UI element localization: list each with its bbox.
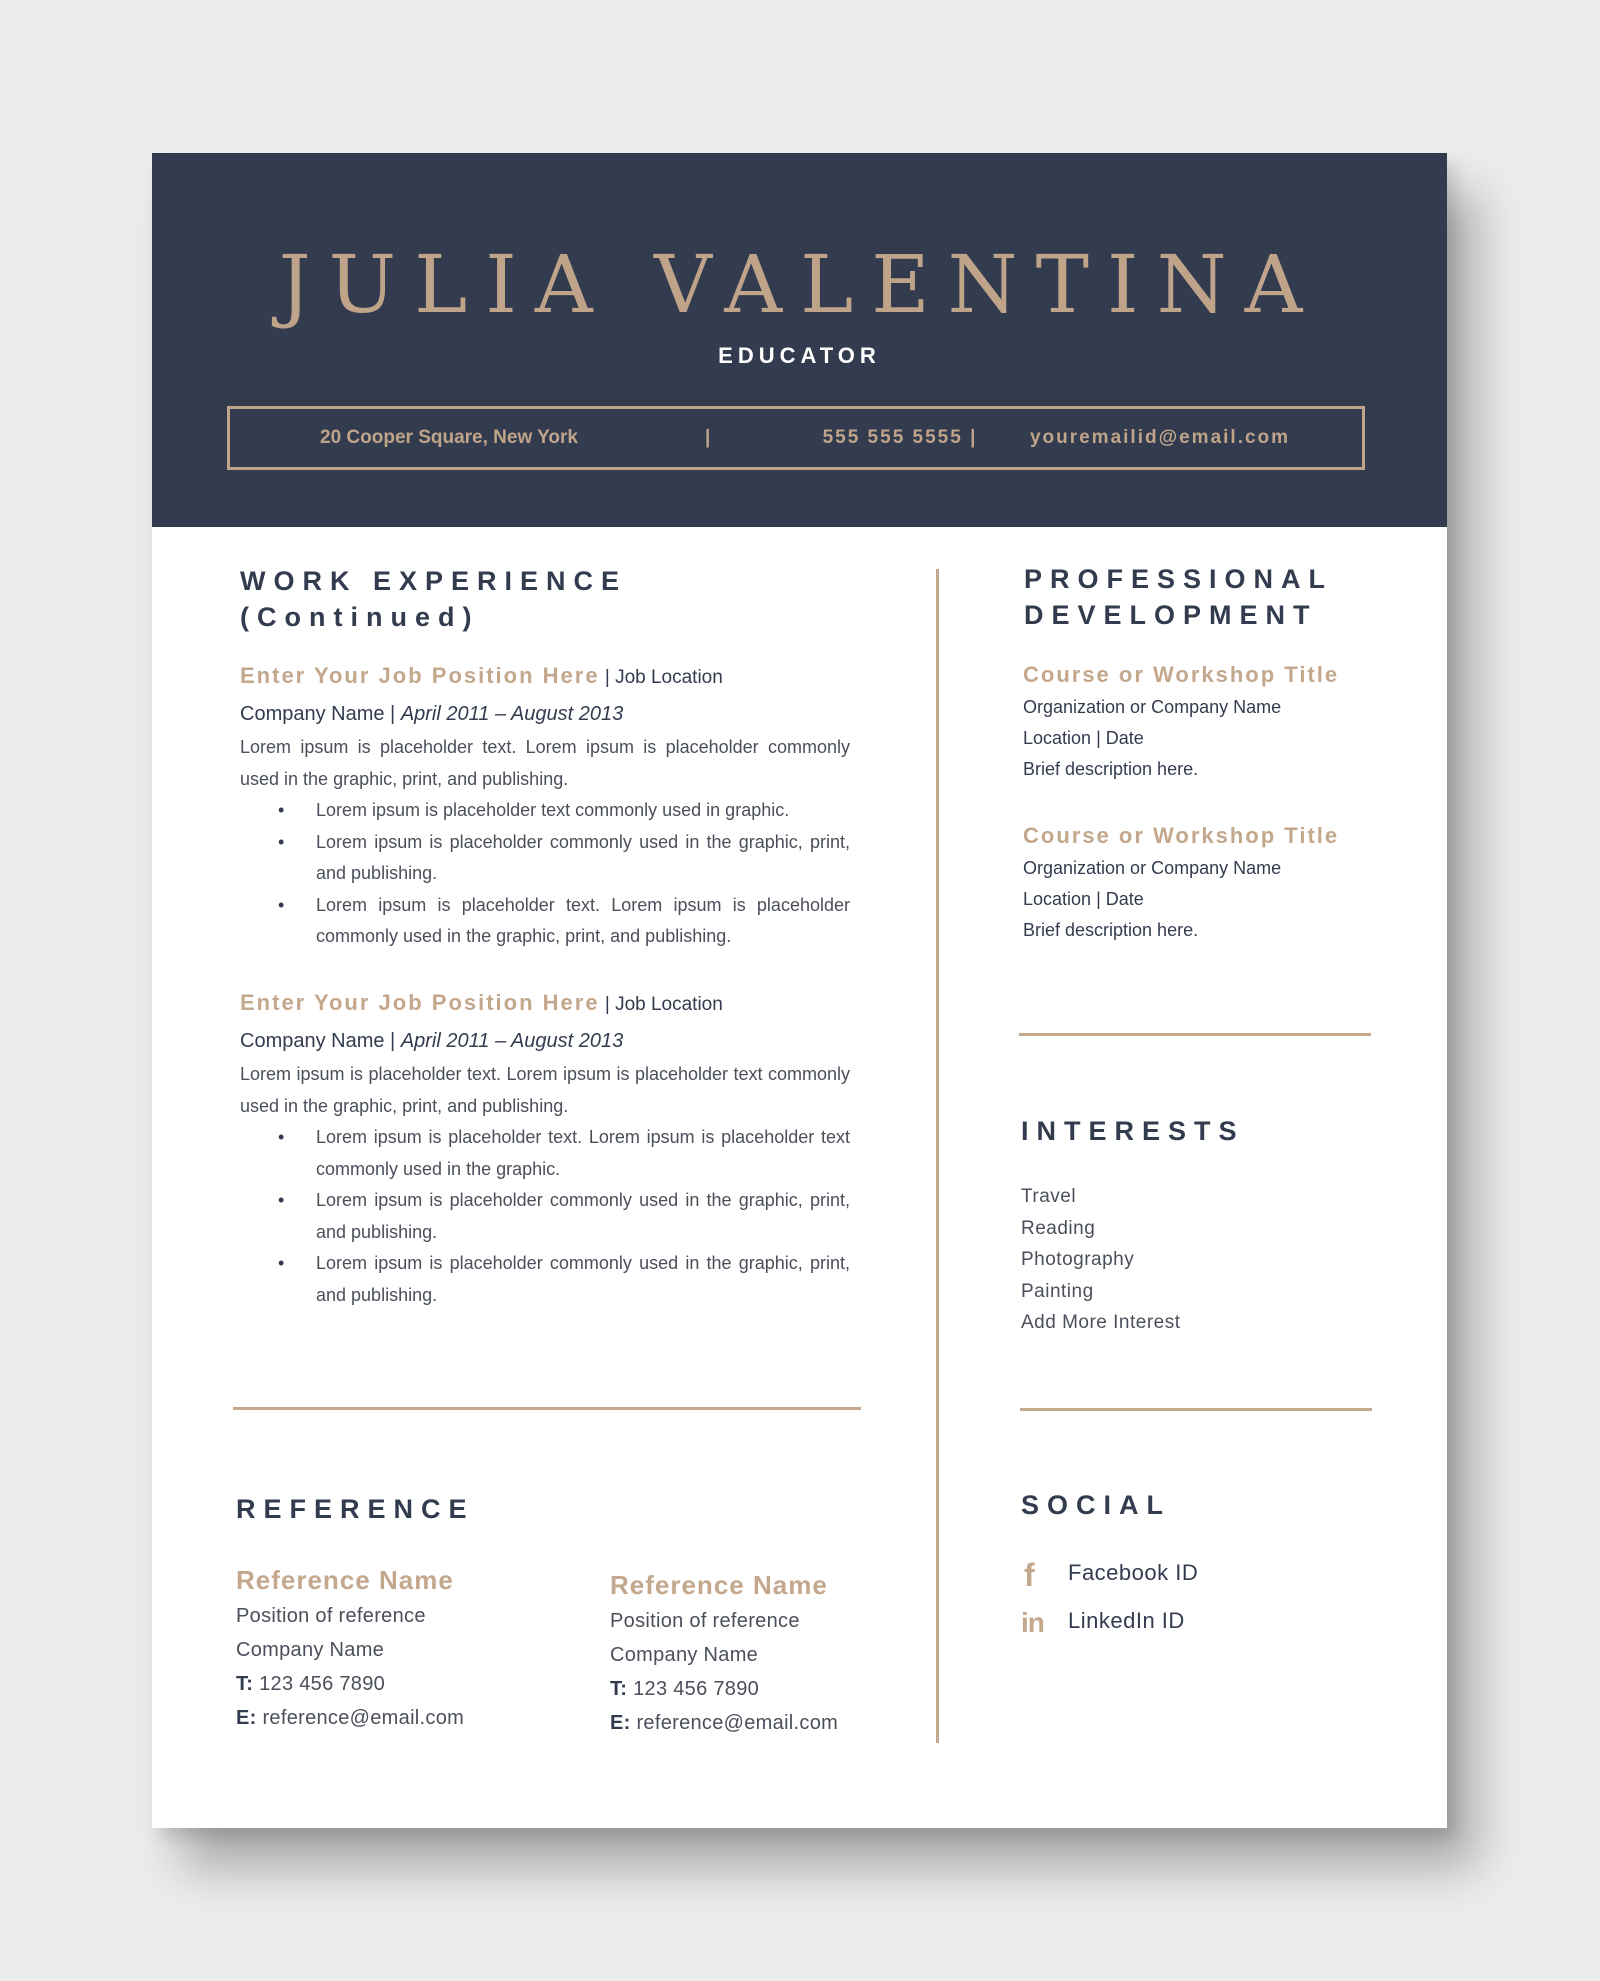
course-separator: | [1091, 889, 1106, 909]
reference-name: Reference Name [236, 1565, 454, 1595]
reference-name: Reference Name [610, 1570, 828, 1600]
job-location: | Job Location [599, 994, 723, 1015]
contact-phone: 555 555 5555 | [822, 427, 978, 448]
contact-separator: | [705, 427, 711, 448]
reference-entry [236, 1561, 464, 1735]
contact-bar [227, 406, 1365, 470]
social-title: SOCIAL [1021, 1490, 1172, 1520]
job-position: Enter Your Job Position Here [240, 663, 600, 688]
email-label: E: [610, 1712, 631, 1734]
course-organization: Organization or Company Name [1023, 697, 1282, 717]
course-separator: | [1091, 728, 1106, 748]
reference-company: Company Name [610, 1644, 759, 1666]
job-heading [240, 658, 850, 696]
reference-phone-line [236, 1667, 464, 1701]
job-company-line [240, 1023, 850, 1059]
contact-email: youremailid@email.com [1029, 427, 1291, 448]
course-date: Date [1105, 728, 1144, 748]
reference-position: Position of reference [610, 1610, 800, 1632]
job-heading [240, 985, 850, 1023]
list-item: • Lorem ipsum is placeholder commonly used in the graphic, print, and publishing. [316, 1248, 850, 1311]
job-description: Lorem ipsum is placeholder text. Lorem ipsum is placeholder text commonly used in the graphic, print, and publishing. [240, 1064, 850, 1116]
facebook-icon: f [1024, 1557, 1035, 1593]
job-description: Lorem ipsum is placeholder text. Lorem ipsum is placeholder commonly used in the graphic, print, and publishing. [240, 737, 850, 789]
resume-header [152, 153, 1447, 527]
candidate-name: JULIA VALENTINA [278, 238, 1321, 331]
candidate-role: EDUCATOR [718, 343, 881, 368]
work-experience-title: WORK EXPERIENCE (Continued) [240, 566, 628, 632]
column-divider [936, 569, 939, 1743]
job-entry [240, 985, 850, 1311]
course-location-line [1023, 723, 1339, 754]
course-description: Brief description here. [1023, 920, 1199, 940]
list-item: • Lorem ipsum is placeholder text commonly used in graphic. [316, 795, 850, 827]
list-item: • Lorem ipsum is placeholder text. Lorem ipsum is placeholder commonly used in the graphic, print, and publishing. [316, 890, 850, 953]
job-company-line [240, 696, 850, 732]
reference-phone: 123 456 7890 [253, 1673, 386, 1695]
course-title: Course or Workshop Title [1023, 662, 1340, 687]
course-description: Brief description here. [1023, 759, 1199, 779]
course-date: Date [1105, 889, 1144, 909]
section-divider [1020, 1408, 1372, 1411]
job-location: | Job Location [599, 667, 723, 688]
reference-phone: 123 456 7890 [627, 1678, 760, 1700]
contact-address: 20 Cooper Square, New York [320, 427, 578, 448]
linkedin-icon: in [1021, 1607, 1044, 1638]
reference-title: REFERENCE [236, 1494, 475, 1524]
course-location: Location [1023, 728, 1092, 748]
reference-email: reference@email.com [630, 1712, 839, 1734]
phone-label: T: [610, 1678, 628, 1700]
job-dates: April 2011 – August 2013 [400, 1030, 624, 1052]
job-bullets [240, 795, 850, 953]
interests-title: INTERESTS [1021, 1116, 1245, 1146]
section-divider [233, 1407, 861, 1410]
reference-position: Position of reference [236, 1605, 426, 1627]
list-item: Add More Interest [1021, 1312, 1181, 1333]
job-company: Company Name | [240, 1030, 401, 1052]
course-organization: Organization or Company Name [1023, 858, 1282, 878]
reference-company: Company Name [236, 1639, 385, 1661]
interests-list [1021, 1181, 1181, 1339]
course-location-line [1023, 884, 1339, 915]
job-company: Company Name | [240, 703, 401, 725]
course-location: Location [1023, 889, 1092, 909]
resume-page [152, 153, 1447, 1828]
reference-email-line [236, 1701, 464, 1735]
job-entry [240, 658, 850, 953]
social-label: LinkedIn ID [1068, 1608, 1185, 1633]
course-entry [1023, 658, 1339, 785]
professional-development-title: PROFESSIONAL DEVELOPMENT [1024, 564, 1334, 630]
social-item-linkedin[interactable] [1021, 1604, 1281, 1644]
list-item: • Lorem ipsum is placeholder commonly used in the graphic, print, and publishing. [316, 827, 850, 890]
social-item-facebook[interactable] [1021, 1556, 1281, 1596]
section-divider [1019, 1033, 1371, 1036]
job-position: Enter Your Job Position Here [240, 990, 600, 1015]
list-item: • Lorem ipsum is placeholder commonly used in the graphic, print, and publishing. [316, 1185, 850, 1248]
list-item: Photography [1021, 1249, 1135, 1270]
social-label: Facebook ID [1068, 1560, 1199, 1585]
job-bullets [240, 1122, 850, 1311]
reference-email: reference@email.com [256, 1707, 465, 1729]
reference-entry [610, 1566, 838, 1740]
list-item: Reading [1021, 1217, 1096, 1239]
reference-email-line [610, 1706, 838, 1740]
course-title: Course or Workshop Title [1023, 823, 1340, 848]
list-item: Travel [1021, 1186, 1077, 1207]
list-item: Painting [1021, 1280, 1094, 1302]
job-dates: April 2011 – August 2013 [400, 703, 624, 725]
course-entry [1023, 819, 1339, 946]
email-label: E: [236, 1707, 257, 1729]
reference-phone-line [610, 1672, 838, 1706]
list-item: • Lorem ipsum is placeholder text. Lorem ipsum is placeholder text commonly used in the graphic. [316, 1122, 850, 1185]
phone-label: T: [236, 1673, 254, 1695]
